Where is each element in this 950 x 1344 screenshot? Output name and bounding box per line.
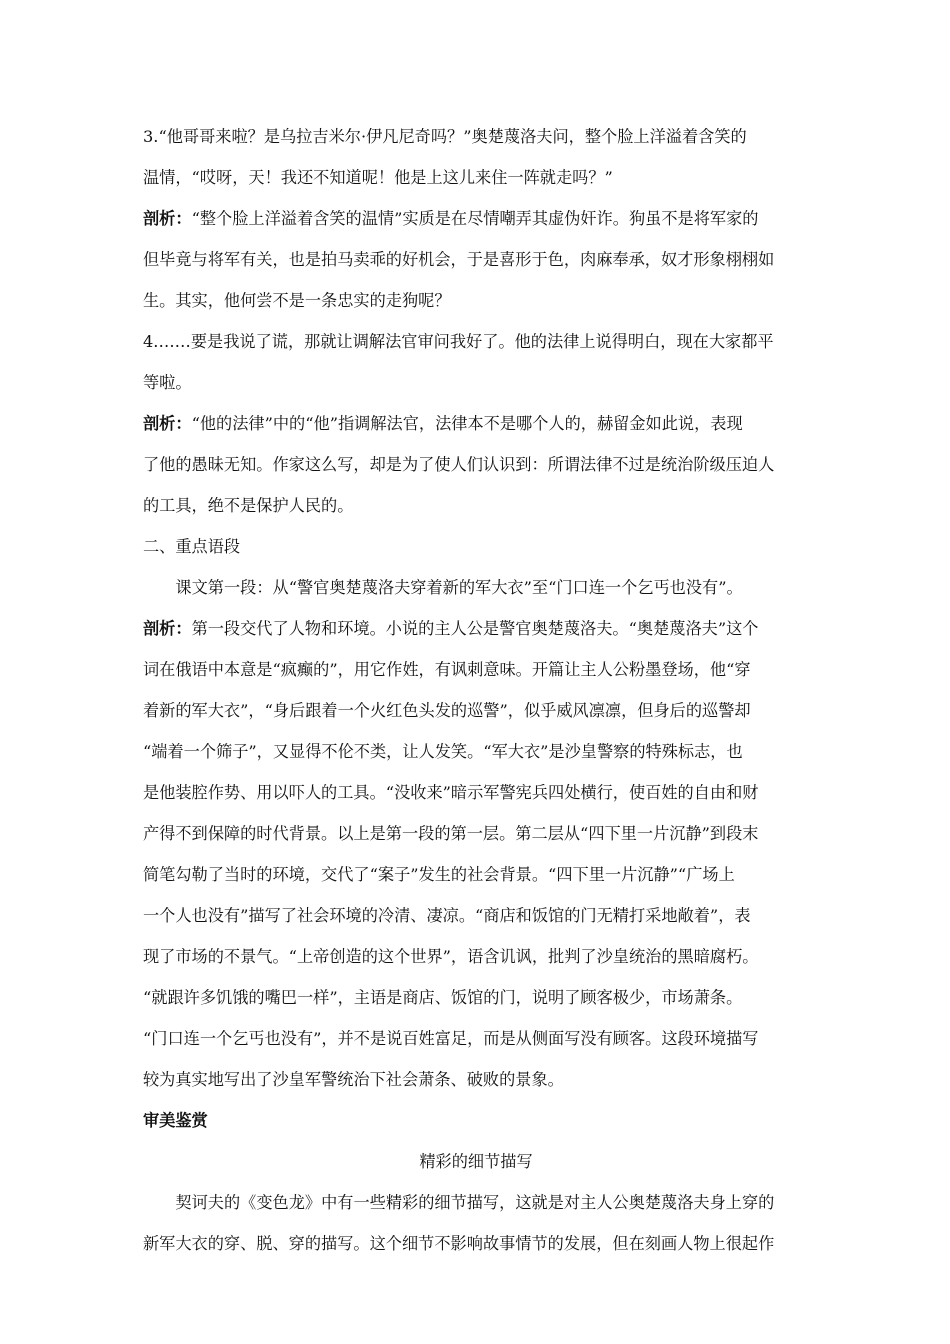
passage-intro: 课文第一段：从“警官奥楚蔑洛夫穿着新的军大衣”至“门口连一个乞丐也没有”。: [175, 578, 743, 597]
text-line: [143, 403, 809, 444]
analysis-label: 剖析：: [143, 209, 192, 228]
text-line: 但毕竟与将军有关，也是拍马卖乖的好机会，于是喜形于色，肉麻奉承，奴才形象栩栩如: [143, 250, 775, 269]
text-line: 新军大衣的穿、脱、穿的描写。这个细节不影响故事情节的发展，但在刻画人物上很起作: [143, 1234, 775, 1253]
passage-analysis: [143, 608, 809, 1100]
analysis-3: [143, 198, 809, 321]
analysis-text: “整个脸上洋溢着含笑的温情”实质是在尽情嘲弄其虚伪奸诈。狗虽不是将军家的: [191, 209, 759, 228]
text-line: 简笔勾勒了当时的环境，交代了“案子”发生的社会背景。“四下里一片沉静”“广场上: [143, 865, 735, 884]
text-line: 温情，“哎呀，天！我还不知道呢！他是上这儿来住一阵就走吗？”: [143, 168, 613, 187]
analysis-4: [143, 403, 809, 526]
text-line: 生。其实，他何尝不是一条忠实的走狗呢？: [143, 291, 451, 310]
text-line: 了他的愚昧无知。作家这么写，却是为了使人们认识到：所谓法律不过是统治阶级压迫人: [143, 455, 775, 474]
text-line: [143, 198, 809, 239]
text-line: 是他装腔作势、用以吓人的工具。“没收来”暗示军警宪兵四处横行，使百姓的自由和财: [143, 783, 759, 802]
analysis-label: 剖析：: [143, 414, 192, 433]
text-line: [143, 608, 809, 649]
text-line: 的工具，绝不是保护人民的。: [143, 496, 354, 515]
text-line: 4.……要是我说了谎，那就让调解法官审问我好了。他的法律上说得明白，现在大家都平: [143, 332, 774, 351]
aesthetic-paragraph: [143, 1182, 809, 1264]
text-line: 现了市场的不景气。“上帝创造的这个世界”，语含讥讽，批判了沙皇统治的黑暗腐朽。: [143, 947, 759, 966]
text-line: 3.“他哥哥来啦？是乌拉吉米尔·伊凡尼奇吗？”奥楚蔑洛夫问，整个脸上洋溢着含笑的: [143, 127, 747, 146]
analysis-text: 第一段交代了人物和环境。小说的主人公是警官奥楚蔑洛夫。“奥楚蔑洛夫”这个: [191, 619, 759, 638]
section-heading: 二、重点语段: [143, 537, 241, 556]
analysis-label: 剖析：: [143, 619, 192, 638]
text-line: 较为真实地写出了沙皇军警统治下社会萧条、破败的景象。: [143, 1070, 564, 1089]
text-line: 一个人也没有”描写了社会环境的冷清、凄凉。“商店和饭馆的门无精打采地敞着”，表: [143, 906, 751, 925]
text-line: 等啦。: [143, 373, 192, 392]
document-page: [143, 116, 809, 1264]
text-line: 契诃夫的《变色龙》中有一些精彩的细节描写，这就是对主人公奥楚蔑洛夫身上穿的: [175, 1193, 775, 1212]
example-sentence-3: [143, 116, 809, 198]
text-line: 着新的军大衣”，“身后跟着一个火红色头发的巡警”，似乎威风凛凛，但身后的巡警却: [143, 701, 751, 720]
text-line: “端着一个筛子”，又显得不伦不类，让人发笑。“军大衣”是沙皇警察的特殊标志，也: [143, 742, 743, 761]
text-line: “门口连一个乞丐也没有”，并不是说百姓富足，而是从侧面写没有顾客。这段环境描写: [143, 1029, 759, 1048]
example-sentence-4: [143, 321, 809, 403]
text-line: 产得不到保障的时代背景。以上是第一段的第一层。第二层从“四下里一片沉静”到段末: [143, 824, 759, 843]
text-line: 词在俄语中本意是“疯癫的”，用它作姓，有讽刺意味。开篇让主人公粉墨登场，他“穿: [143, 660, 751, 679]
aesthetic-title: 精彩的细节描写: [419, 1152, 533, 1171]
analysis-text: “他的法律”中的“他”指调解法官，法律本不是哪个人的，赫留金如此说，表现: [191, 414, 743, 433]
text-line: “就跟许多饥饿的嘴巴一样”，主语是商店、饭馆的门，说明了顾客极少，市场萧条。: [143, 988, 743, 1007]
aesthetic-heading: 审美鉴赏: [143, 1111, 208, 1130]
